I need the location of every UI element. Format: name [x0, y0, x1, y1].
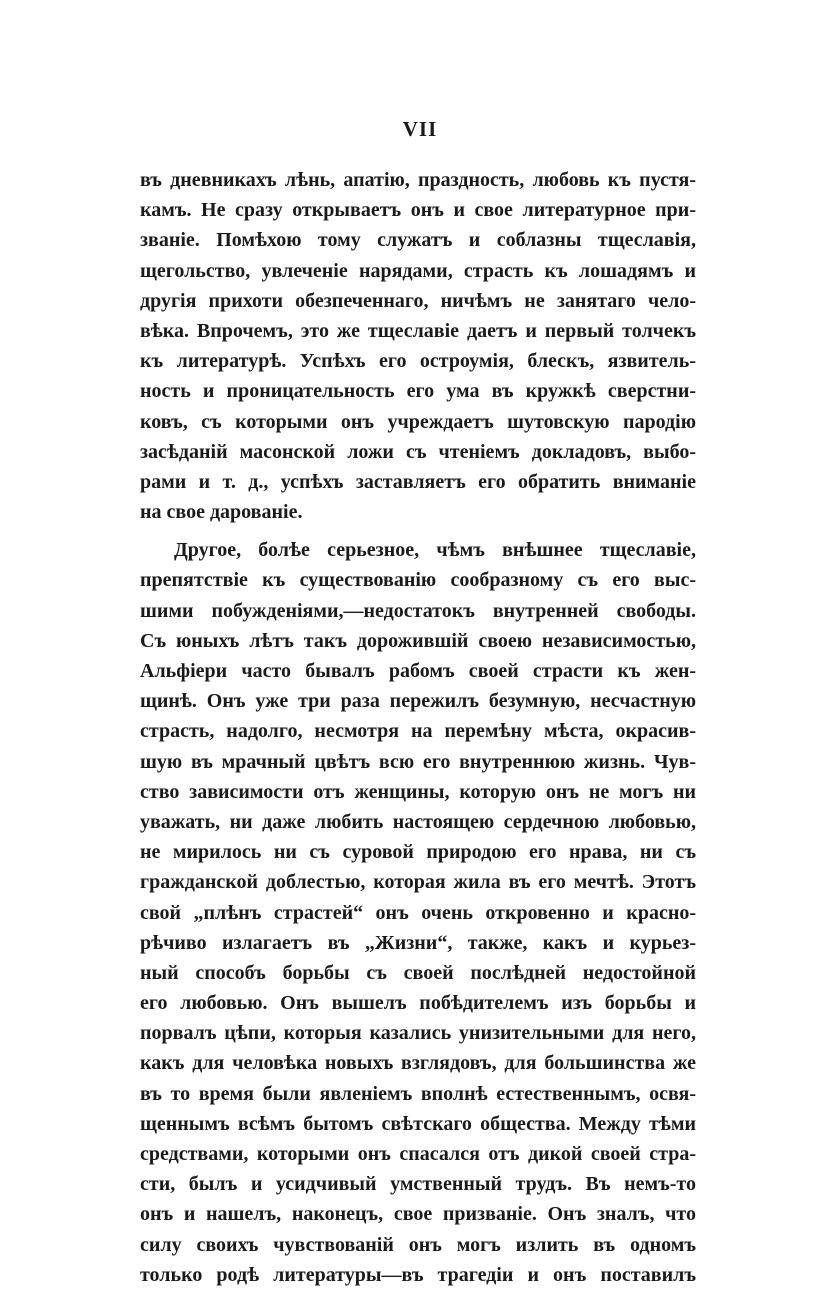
text-line: уважать, ни даже любить настоящею сердечною любовью,: [140, 810, 696, 833]
text-line: гражданской доблестью, которая жила въ его мечтѣ. Этотъ: [140, 871, 696, 894]
text-line: силу своихъ чувствованій онъ могъ излить въ одномъ: [140, 1233, 696, 1256]
text-line: въ дневникахъ лѣнь, апатію, праздность, любовь къ пустя-: [140, 169, 696, 191]
page-number: VII: [402, 117, 438, 141]
text-line: щеннымъ всѣмъ бытомъ свѣтскаго общества. Между тѣми: [140, 1112, 696, 1135]
text-line: препятствіе къ существованію сообразному съ его выс-: [140, 569, 696, 592]
text-line: свой „плѣнъ страстей“ онъ очень откровенно и красно-: [140, 901, 696, 924]
text-line: онъ и нашелъ, наконецъ, свое призваніе. Онъ зналъ, что: [140, 1203, 696, 1226]
text-line: средствами, которыми онъ спасался отъ дикой своей стра-: [140, 1143, 696, 1165]
text-line: ство зависимости отъ женщины, которую онъ не могъ ни: [140, 780, 696, 803]
text-line: какъ для человѣка новыхъ взглядовъ, для большинства же: [140, 1052, 696, 1075]
text-line: его любовью. Онъ вышелъ побѣдителемъ изъ борьбы и: [140, 992, 696, 1015]
text-line: званіе. Помѣхою тому служатъ и соблазны тщеславія,: [140, 229, 696, 252]
body-text: [140, 165, 696, 1290]
paragraph-1: [140, 165, 696, 527]
text-line: камъ. Не сразу открываетъ онъ и свое литературное при-: [140, 199, 696, 222]
text-line: шую въ мрачный цвѣтъ всю его внутреннюю жизнь. Чув-: [140, 750, 696, 773]
text-line: къ литературѣ. Успѣхъ его остроумія, блескъ, язвитель-: [140, 350, 696, 373]
text-line: сти, былъ и усидчивый умственный трудъ. Въ немъ-то: [140, 1173, 696, 1196]
text-line: не мирилось ни съ суровой природою его нрава, ни съ: [140, 841, 696, 864]
text-line: рами и т. д., успѣхъ заставляетъ его обратить вниманіе: [140, 470, 696, 493]
paragraph-2: [140, 535, 696, 1290]
text-line: Съ юныхъ лѣтъ такъ дорожившій своею независимостью,: [140, 629, 696, 652]
text-line: рѣчиво излагаетъ въ „Жизни“, также, какъ и курьез-: [140, 931, 696, 954]
text-line: щинѣ. Онъ уже три раза пережилъ безумную, несчастную: [140, 690, 696, 713]
text-line: другія прихоти обезпеченнаго, ничѣмъ не занятаго чело-: [140, 289, 696, 312]
text-line: страсть, надолго, несмотря на перемѣну мѣста, окрасив-: [140, 720, 696, 743]
text-line: щегольство, увлеченіе нарядами, страсть къ лошадямъ и: [140, 259, 696, 282]
text-line: Альфіери часто бывалъ рабомъ своей страсти къ жен-: [140, 660, 696, 682]
text-line: въ то время были явленіемъ вполнѣ естественнымъ, освя-: [140, 1082, 696, 1105]
text-line: порвалъ цѣпи, которыя казались унизительными для него,: [140, 1022, 696, 1045]
text-line: ковъ, съ которыми онъ учреждаетъ шутовскую пародію: [140, 410, 696, 433]
text-line: вѣка. Впрочемъ, это же тщеславіе даетъ и первый толчекъ: [140, 319, 696, 342]
text-line: ность и проницательность его ума въ кружкѣ сверстни-: [140, 380, 696, 403]
text-line: ный способъ борьбы съ своей послѣдней недостойной: [140, 961, 696, 984]
text-line: на свое дарованіе.: [140, 501, 303, 524]
text-line: Другое, болѣе серьезное, чѣмъ внѣшнее тщеславіе,: [174, 539, 696, 562]
text-line: шими побужденіями,—недостатокъ внутренней свободы.: [140, 599, 696, 622]
paragraph-gap: [140, 527, 696, 535]
text-line: только родѣ литературы—въ трагедіи и онъ поставилъ: [140, 1263, 696, 1286]
text-line: засѣданій масонской ложи съ чтеніемъ докладовъ, выбо-: [140, 440, 696, 463]
